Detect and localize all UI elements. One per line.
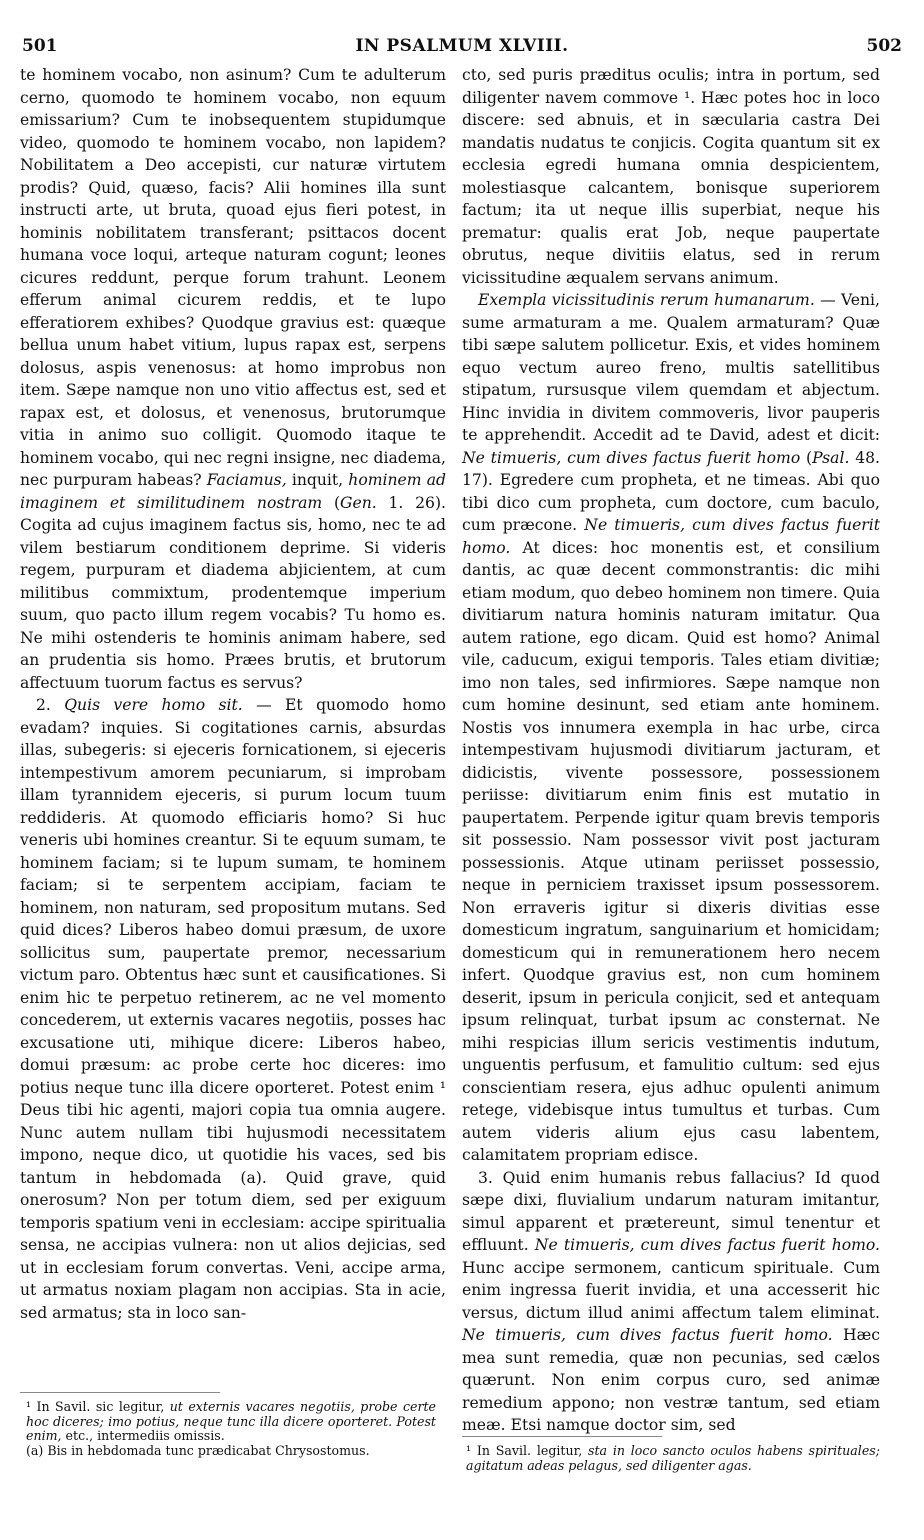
running-title: IN PSALMUM XLVIII. bbox=[355, 36, 569, 56]
paragraph bbox=[20, 694, 446, 1324]
italic-text: Gen. bbox=[340, 493, 377, 512]
italic-text: ut externis vacares negotiis, probe certe hoc diceres; imo potius, neque tunc illa dicere oporteret. Potest enim, bbox=[26, 1399, 436, 1443]
text-run: 3. Quid enim humanis rebus fallacius? Id quod sæpe dixi, fluvialium undarum naturam imitantur, simul apparent et prætereunt, simul tenentur et effluunt. bbox=[462, 1168, 880, 1254]
text-run: 2. bbox=[36, 696, 65, 714]
footnotes-right bbox=[466, 1444, 880, 1473]
italic-text: Exempla vicissitudinis rerum humanarum. bbox=[478, 291, 815, 309]
paragraph bbox=[462, 64, 880, 289]
italic-text: Faciamus, bbox=[206, 471, 287, 489]
text-run: cto, sed puris præditus oculis; intra in portum, sed diligenter navem commove ¹. Hæc potes hoc in loco discere: sed abnuis, et in sæcularia castra Dei mandatis nudatus te conjicis. Cogita quantum sit ex ecclesia egredi humana omnia despicientem, molestiasque calcantem, bonisque superiorem factum; ita ut neque illis superbiat, neque his prematur: qualis erat Job, neque paupertate obrutus, neque divitiis elatus, sed in rerum vicissitudine æqualem servans animum. bbox=[462, 66, 880, 287]
text-run: 48. 17). Egredere cum propheta, et ne timeas. Abi quo tibi dico cum propheta, cum doctore, cum baculo, cum præcone. bbox=[462, 448, 880, 534]
right-column bbox=[462, 64, 880, 1437]
italic-text: Ne timueris, cum dives factus fuerit homo bbox=[462, 448, 801, 467]
italic-text: Quis vere homo sit. bbox=[64, 696, 243, 714]
footnote bbox=[466, 1444, 880, 1473]
text-run: (a) Bis in hebdomada tunc prædicabat Chrysostomus. bbox=[26, 1442, 370, 1458]
footnote-divider bbox=[462, 1436, 662, 1437]
text-run: Hæc mea sunt remedia, quæ non pecunias, sed cælos quærunt. Non enim corpus curo, sed animæ remedium appono; non vestræ tantum, sed etiam meæ. Etsi namque doctor sim, sed bbox=[462, 1326, 880, 1434]
italic-text: Ne timueris, cum dives factus fuerit homo. bbox=[534, 1236, 880, 1254]
italic-text: Psal. bbox=[812, 448, 850, 467]
footnote-divider bbox=[20, 1392, 220, 1393]
footnote bbox=[26, 1444, 436, 1459]
italic-text: Ne timueris, cum dives factus fuerit homo. bbox=[462, 516, 881, 557]
italic-text: Ne timueris, cum dives factus fuerit homo. bbox=[462, 1326, 833, 1344]
text-run: ( bbox=[800, 448, 813, 467]
page-number-right: 502 bbox=[866, 36, 902, 56]
text-run: etc., intermediis omissis. bbox=[61, 1428, 225, 1443]
text-run: Hunc accipe sermonem, canticum spirituale. Cum enim ingressa fuerit invidia, et una accesserit hic versus, dictum illud animi affectum talem eliminat. bbox=[462, 1258, 880, 1322]
text-run: 1. 26). Cogita ad cujus imaginem factus sis, homo, nec te ad vilem bestiarum conditionem deprime. Si videris regem, purpuram et diadema abjicientem, at cum militibus commixtum, prodentemque imperium suum, quo pacto illum regem vocabis? Tu homo es. Ne mihi ostenderis te hominis animam habere, sed an prudentia sis homo. Præes brutis, et brutorum affectuum tuorum factus es servus? bbox=[20, 493, 446, 692]
text-run: inquit, bbox=[286, 471, 349, 489]
text-run: — Et quomodo homo evadam? inquies. Si cogitationes carnis, absurdas illas, subegeris: si ejeceris fornicationem, si ejeceris intempestivum amorem pecuniarum, si improbam illam tyrannidem ejeceris, si purum locum tuum reddideris. At quomodo efficiaris homo? Si huc veneris ubi homines creantur. Si te equum sumam, te hominem faciam; si te lupum sumam, te hominem faciam; si te serpentem accipiam, faciam te hominem, non naturam, sed propositum mutans. Sed quid dices? Liberos habeo domui præsum, de uxore sollicitus sum, paupertate premor, necessarium victum paro. Obtentus hæc sunt et causificationes. Si enim hic te perpetuo retinerem, ac ne vel momento concederem, ut externis vacares negotiis, posses hac excusatione uti, mihique dicere: Liberos habeo, domui præsum: ac probe certe hoc diceres: imo potius neque tunc illa dicere oporteret. Potest enim ¹ Deus tibi hic agenti, majori copia tua omnia augere. Nunc autem nullam tibi hujusmodi necessitatem impono, neque dico, ut quotidie his vaces, sed bis tantum in hebdomada (a). Quid grave, quid onerosum? Non per totum diem, sed per exiguum temporis spatium veni in ecclesiam: accipe spiritualia sensa, ne accipias vulnera: non ut alios dejicias, sed ut in ecclesiam forum convertas. Veni, accipe arma, ut armatus noxiam plagam non accipias. Sta in acie, sed armatus; sta in loco san- bbox=[20, 696, 446, 1322]
text-run: At dices: hoc monentis est, et consilium dantis, ac quæ decent commonstrantis: dic mihi etiam modum, quo debeo hominem non timere. Quia divitiarum natura hominis naturam imitatur. Qua autem ratione, ego dicam. Quid est homo? Animal vile, caducum, exigui temporis. Tales etiam divitiæ; imo non tales, sed infirmiores. Sæpe namque non cum homine desinunt, sed etiam ante hominem. Nostis vos innumera exempla in hac urbe, circa intempestivam hujusmodi divitiarum jacturam, et didicistis, vivente possessore, possessionem periisse: divitiarum enim finis est mutatio in paupertatem. Perpende igitur quam brevis temporis sit possessio. Nam possessor vivit post jacturam possessionis. Atque utinam periisset possessio, neque in perniciem traxisset ipsum possessorem. Non erraveris igitur si dixeris divitias esse domesticum ingratum, sanguinarium et homicidam; domesticum qui in remunerationem hero necem infert. Quodque gravius est, non cum hominem deserit, ipsum in pericula conjicit, sed et antequam ipsum relinquat, turbat ipsum ac consternat. Ne mihi respicias illum sericis vestimentis indutum, unguentis perfusum, et famulitio cultum: sed ejus conscientiam resera, ejus adhuc opulenti animum retege, videbisque intus tumultus et turbas. Cum autem videris alium ejus casu labentem, calamitatem propriam edisce. bbox=[462, 538, 880, 1164]
paragraph bbox=[462, 1167, 880, 1437]
footnotes-left bbox=[26, 1400, 436, 1458]
footnote bbox=[26, 1400, 436, 1444]
text-run: ¹ In Savil. legitur, bbox=[466, 1443, 589, 1458]
running-header bbox=[22, 36, 902, 60]
italic-text: hominem ad imaginem et similitudinem nostram bbox=[20, 471, 446, 512]
text-run: ( bbox=[322, 493, 341, 512]
text-run: — Veni, sume armaturam a me. Qualem armaturam? Quæ tibi sæpe salutem pollicetur. Exis, et vides hominem equo vectum aureo freno, multis satellitibus stipatum, rursusque vilem quemdam et abjectum. Hinc invidia in divitem commoveris, livor pauperis te apprehendit. Accedit ad te David, adest et dicit: bbox=[462, 291, 880, 444]
paragraph bbox=[462, 289, 880, 1167]
page-number-left: 501 bbox=[22, 36, 58, 56]
text-run: ¹ In Savil. sic legitur, bbox=[26, 1399, 170, 1414]
left-column bbox=[20, 64, 446, 1324]
italic-text: sta in loco sancto oculos habens spirituales; agitatum adeas pelagus, sed diligenter agas. bbox=[466, 1443, 880, 1473]
paragraph bbox=[20, 64, 446, 694]
text-run: te hominem vocabo, non asinum? Cum te adulterum cerno, quomodo te hominem vocabo, non equum emissarium? Cum te inobsequentem stupidumque video, quomodo te hominem vocabo, non lapidem? Nobilitatem a Deo accepisti, cur naturæ virtutem prodis? Quid, quæso, facis? Alii homines illa sunt instructi arte, ut bruta, quoad ejus fieri potest, in hominis nobilitatem transferant; psittacos docent humana voce loqui, arteque naturam cogunt; leones cicures reddunt, perque forum trahunt. Leonem efferum animal cicurem reddis, et te lupo efferatiorem exhibes? Quodque gravius est: quæque bellua unum habet vitium, lupus rapax est, serpens dolosus, aspis venenosus: at homo improbus non item. Sæpe namque non uno vitio affectus est, sed et rapax est, et dolosus, et venenosus, brutorumque vitia in animo suo colligit. Quomodo itaque te hominem vocabo, qui nec regni insigne, nec diadema, nec purpuram habeas? bbox=[20, 66, 446, 489]
